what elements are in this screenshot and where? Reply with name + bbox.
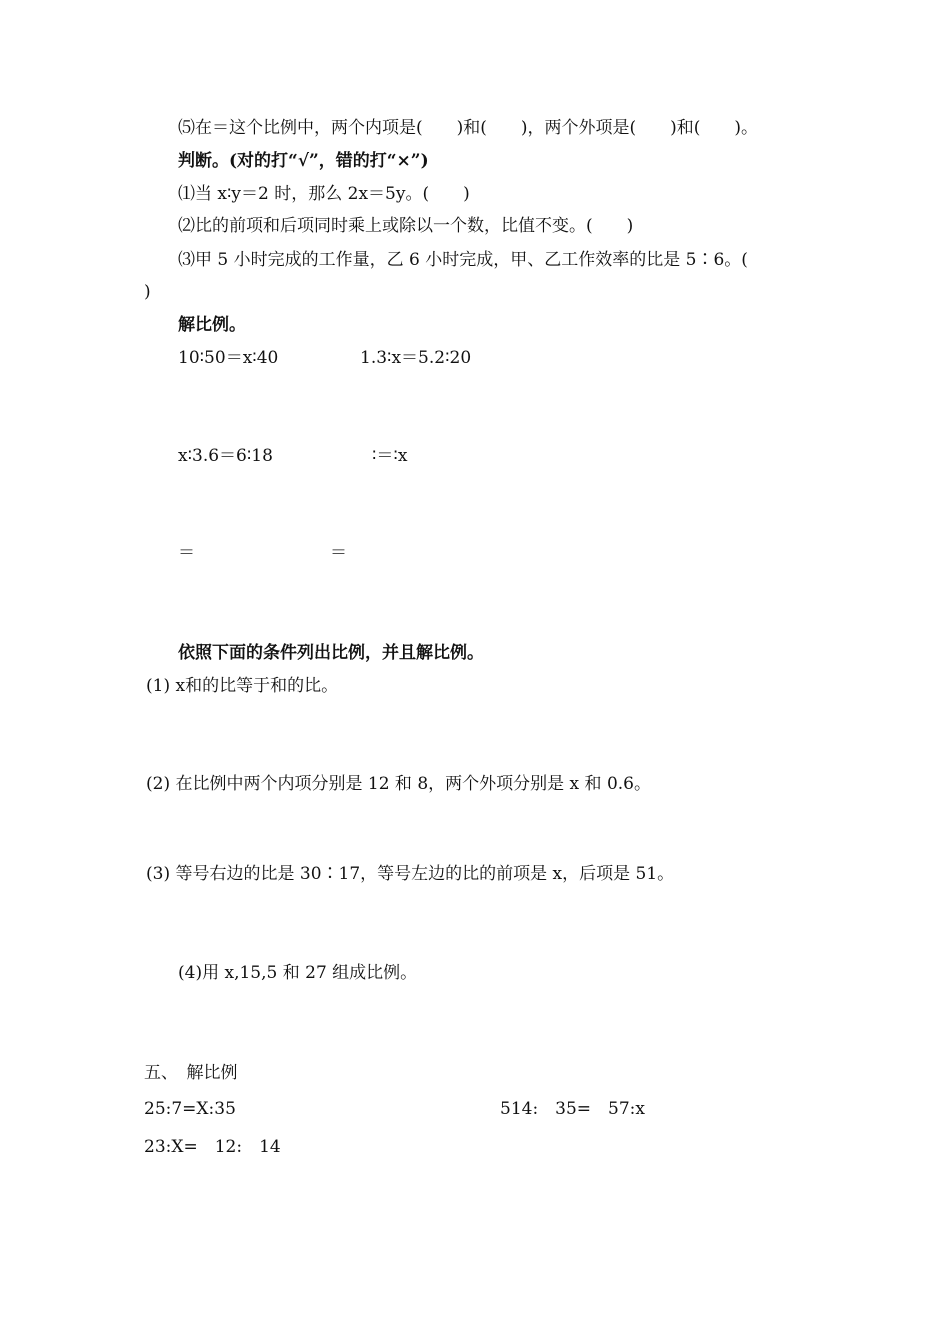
- solve-eq-2: 1.3∶x＝5.2∶20: [360, 348, 472, 368]
- solve-eq-5: ＝: [178, 543, 195, 563]
- section5-eq-3: 23:X= 12: 14: [144, 1137, 281, 1157]
- solve-eq-1: 10∶50＝x∶40: [178, 348, 279, 368]
- solve-eq-4: ∶＝∶x: [372, 446, 408, 466]
- judge-heading: 判断。(对的打“√”，错的打“×”): [178, 151, 429, 171]
- judge-q3-close: ): [144, 282, 151, 302]
- solve-heading: 解比例。: [178, 315, 246, 335]
- list-heading: 依照下面的条件列出比例，并且解比例。: [178, 643, 484, 663]
- list-q1: (1) x和的比等于和的比。: [146, 676, 339, 696]
- solve-eq-3: x∶3.6＝6∶18: [178, 446, 273, 466]
- fill-blank-q5: ⑸在＝这个比例中，两个内项是( )和( )，两个外项是( )和( )。: [178, 118, 759, 138]
- section5-eq-2: 514: 35= 57:x: [500, 1099, 645, 1119]
- judge-q3: ⑶甲 5 小时完成的工作量，乙 6 小时完成，甲、乙工作效率的比是 5∶6。(: [178, 250, 748, 270]
- judge-q2: ⑵比的前项和后项同时乘上或除以一个数，比值不变。( ): [178, 216, 634, 236]
- list-q3: (3) 等号右边的比是 30∶17，等号左边的比的前项是 x，后项是 51。: [146, 864, 675, 884]
- section5-eq-1: 25:7=X:35: [144, 1099, 236, 1119]
- list-q2: (2) 在比例中两个内项分别是 12 和 8，两个外项分别是 x 和 0.6。: [146, 774, 651, 794]
- section5-heading: 五、 解比例: [144, 1063, 238, 1083]
- list-q4: (4)用 x,15,5 和 27 组成比例。: [178, 963, 418, 983]
- judge-q1: ⑴当 x∶y＝2 时，那么 2x＝5y。( ): [178, 184, 470, 204]
- solve-eq-6: ＝: [330, 543, 347, 563]
